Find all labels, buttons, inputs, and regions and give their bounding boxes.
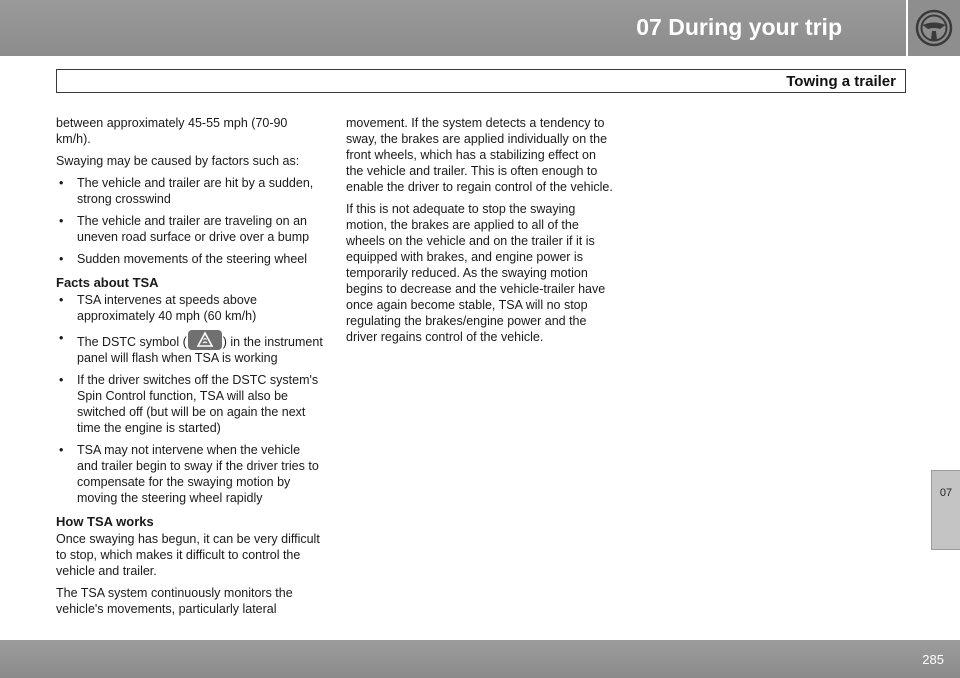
list-item: • The DSTC symbol ( ) in the instrument panel will flash when TSA is working xyxy=(59,331,323,365)
dstc-warning-icon xyxy=(188,330,222,350)
left-column xyxy=(56,115,324,623)
right-paragraph-1: movement. If the system detects a tendency to sway, the brakes are applied individually on the front wheels, which has a stabilizing effect on the vehicle and trailer. This is often enough to enable the driver to regain control of the vehicle. xyxy=(346,116,613,194)
list-item: • Sudden movements of the steering wheel xyxy=(59,252,307,266)
bullet: • xyxy=(59,176,64,190)
causes-intro: Swaying may be caused by factors such as: xyxy=(56,154,300,168)
bullet: • xyxy=(59,252,64,266)
steering-wheel-icon xyxy=(914,8,954,48)
causes-list xyxy=(56,175,324,267)
list-item: • If the driver switches off the DSTC system's Spin Control function, TSA will also be switched off (but will be on again the next time the engine is started) xyxy=(59,373,319,435)
chapter-icon-box xyxy=(906,0,960,56)
bullet: • xyxy=(59,214,64,228)
intro-text: between approximately 45-55 mph (70-90 km/h). xyxy=(56,116,288,146)
bullet: • xyxy=(59,443,64,457)
list-item: • TSA may not intervene when the vehicle and trailer begin to sway if the driver tries to compensate for the swaying motion by moving the steering wheel rapidly xyxy=(59,443,319,505)
section-title: Towing a trailer xyxy=(786,73,896,90)
side-tab-label: 07 xyxy=(939,487,953,499)
facts-heading: Facts about TSA xyxy=(56,275,159,290)
how-paragraph-1: Once swaying has begun, it can be very difficult to stop, which makes it difficult to control the vehicle and trailer. xyxy=(56,532,320,578)
footer-bar xyxy=(0,640,960,678)
facts-list xyxy=(56,292,324,506)
bullet: • xyxy=(59,293,64,307)
list-item: • The vehicle and trailer are hit by a sudden, strong crosswind xyxy=(59,176,314,206)
page-number: 285 xyxy=(922,652,944,667)
bullet: • xyxy=(59,331,64,345)
right-paragraph-2: If this is not adequate to stop the swaying motion, the brakes are applied to all of the wheels on the vehicle and on the trailer if it is equipped with brakes, and engine power is temporarily reduced. As the swaying motion begins to decrease and the vehicle-trailer have once again become stable, TSA will no stop regulating the brakes/engine power and the driver regains control of the vehicle. xyxy=(346,202,606,344)
right-column xyxy=(346,115,616,351)
bullet: • xyxy=(59,373,64,387)
how-heading: How TSA works xyxy=(56,514,154,529)
list-item: • TSA intervenes at speeds above approximately 40 mph (60 km/h) xyxy=(59,293,257,323)
chapter-header-bar xyxy=(0,0,906,56)
how-paragraph-2: The TSA system continuously monitors the vehicle's movements, particularly lateral xyxy=(56,586,293,616)
chapter-title: 07 During your trip xyxy=(636,14,842,40)
chapter-side-tab[interactable] xyxy=(931,470,960,550)
section-header xyxy=(56,69,906,93)
list-item: • The vehicle and trailer are traveling on an uneven road surface or drive over a bump xyxy=(59,214,310,244)
